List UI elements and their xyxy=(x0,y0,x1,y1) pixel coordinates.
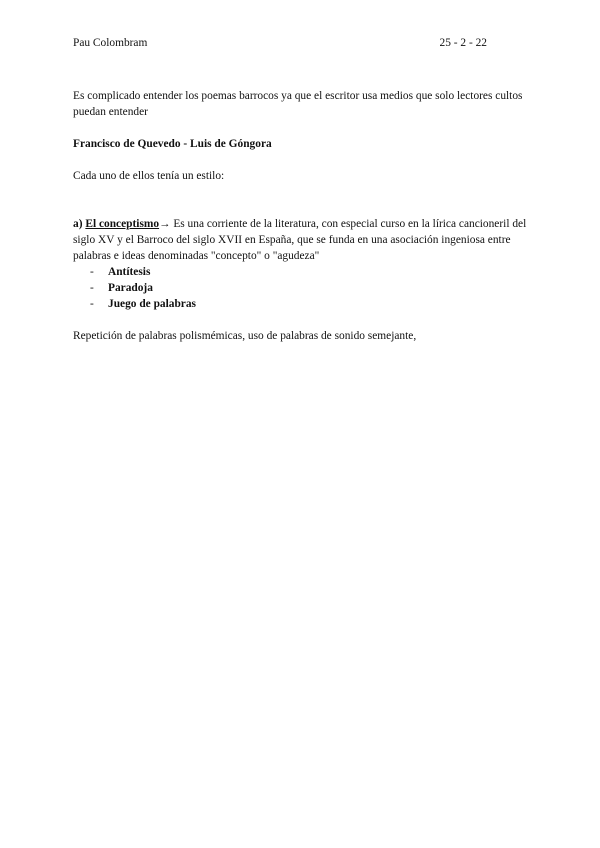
page-header xyxy=(73,37,487,53)
dash-bullet: - xyxy=(90,282,94,294)
list-item xyxy=(90,264,196,280)
arrow-symbol: → xyxy=(159,218,171,230)
style-intro-paragraph: Cada uno de ellos tenía un estilo: xyxy=(73,170,225,182)
conceptismo-term: El conceptismo xyxy=(85,218,160,230)
conceptismo-definition: Es una corriente de la literatura, con especial curso en la lírica cancioneril del siglo XV y el Barroco del siglo XVII en España, que se funda en una asociación ingeniosa entre palabras e ideas denominadas "concepto" o "agudeza" xyxy=(73,218,527,262)
list-item-label: Antítesis xyxy=(108,266,151,278)
document-date: 25 - 2 - 22 xyxy=(439,37,487,49)
list-item xyxy=(90,280,196,296)
dash-bullet: - xyxy=(90,298,94,310)
section-letter: a) xyxy=(73,218,83,230)
figures-list xyxy=(90,264,196,312)
repetition-paragraph: Repetición de palabras polismémicas, uso de palabras de sonido semejante, xyxy=(73,330,417,342)
authors-heading: Francisco de Quevedo - Luis de Góngora xyxy=(73,138,272,150)
list-item xyxy=(90,296,196,312)
dash-bullet: - xyxy=(90,266,94,278)
list-item-label: Juego de palabras xyxy=(108,298,196,310)
author-name: Pau Colombram xyxy=(73,37,148,49)
conceptismo-paragraph xyxy=(73,216,533,264)
list-item-label: Paradoja xyxy=(108,282,153,294)
intro-paragraph: Es complicado entender los poemas barrocos ya que el escritor usa medios que solo lectores cultos puedan entender xyxy=(73,90,523,118)
